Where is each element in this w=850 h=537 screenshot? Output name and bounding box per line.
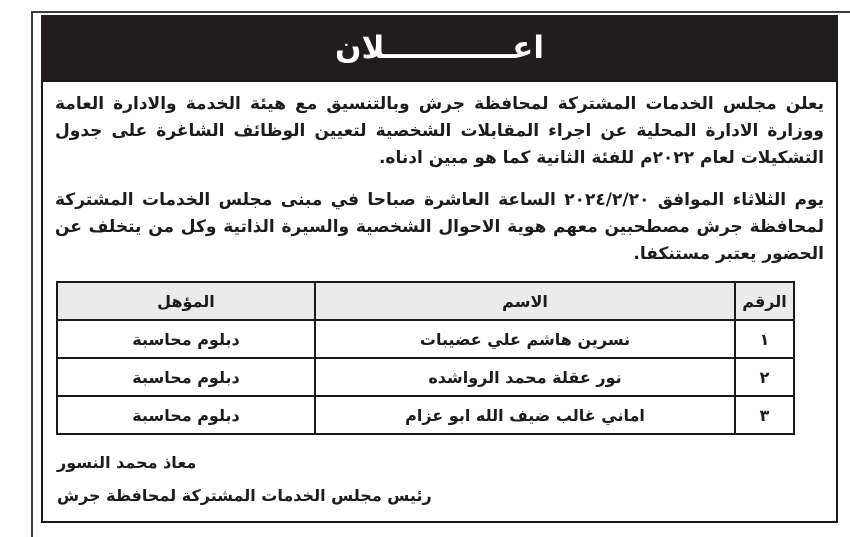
col-header-name: الاسم: [315, 282, 735, 320]
col-header-number: الرقم: [735, 282, 794, 320]
table-row: [57, 320, 794, 358]
announcement-title: اعــــــــــــلان: [335, 29, 544, 66]
cell-name: نسرين هاشم علي عضيبات: [315, 320, 735, 358]
table-row: [57, 358, 794, 396]
intro-paragraph: يعلن مجلس الخدمات المشتركة لمحافظة جرش وبالتنسيق مع هيئة الخدمة والادارة العامة ووزارة الادارة المحلية عن اجراء المقابلات الشخصية لتعيين الوظائف الشاغرة على جدول التشكيلات لعام ٢٠٢٢م للفئة الثانية كما هو مبين ادناه.: [55, 94, 824, 168]
newspaper-rule-left: [31, 11, 33, 537]
cell-name: نور عقلة محمد الرواشده: [315, 358, 735, 396]
signature-name: معاذ محمد النسور: [57, 453, 197, 472]
signature-block: [55, 446, 824, 512]
cell-number: ١: [735, 320, 794, 358]
cell-qualification: دبلوم محاسبة: [57, 320, 315, 358]
cell-qualification: دبلوم محاسبة: [57, 358, 315, 396]
signature-title: رئيس مجلس الخدمات المشتركة لمحافظة جرش: [57, 486, 432, 505]
announcement-title-bar: [41, 15, 838, 80]
interview-details-paragraph: يوم الثلاثاء الموافق ٢٠٢٤/٢/٢٠ الساعة العاشرة صباحا في مبنى مجلس الخدمات المشتركة لمحافظة جرش مصطحبين معهم هوية الاحوال الشخصية والسيرة الذاتية وكل من يتخلف عن الحضور يعتبر مستنكفا.: [55, 190, 825, 264]
announcement-body: [41, 80, 838, 523]
cell-number: ٢: [735, 358, 794, 396]
cell-qualification: دبلوم محاسبة: [57, 396, 315, 434]
table-header-row: [57, 282, 794, 320]
cell-number: ٣: [735, 396, 794, 434]
table-row: [57, 396, 794, 434]
candidates-table: [56, 281, 795, 435]
col-header-qualification: المؤهل: [57, 282, 315, 320]
newspaper-rule-top: [31, 11, 850, 13]
cell-name: اماني غالب ضيف الله ابو عزام: [315, 396, 735, 434]
